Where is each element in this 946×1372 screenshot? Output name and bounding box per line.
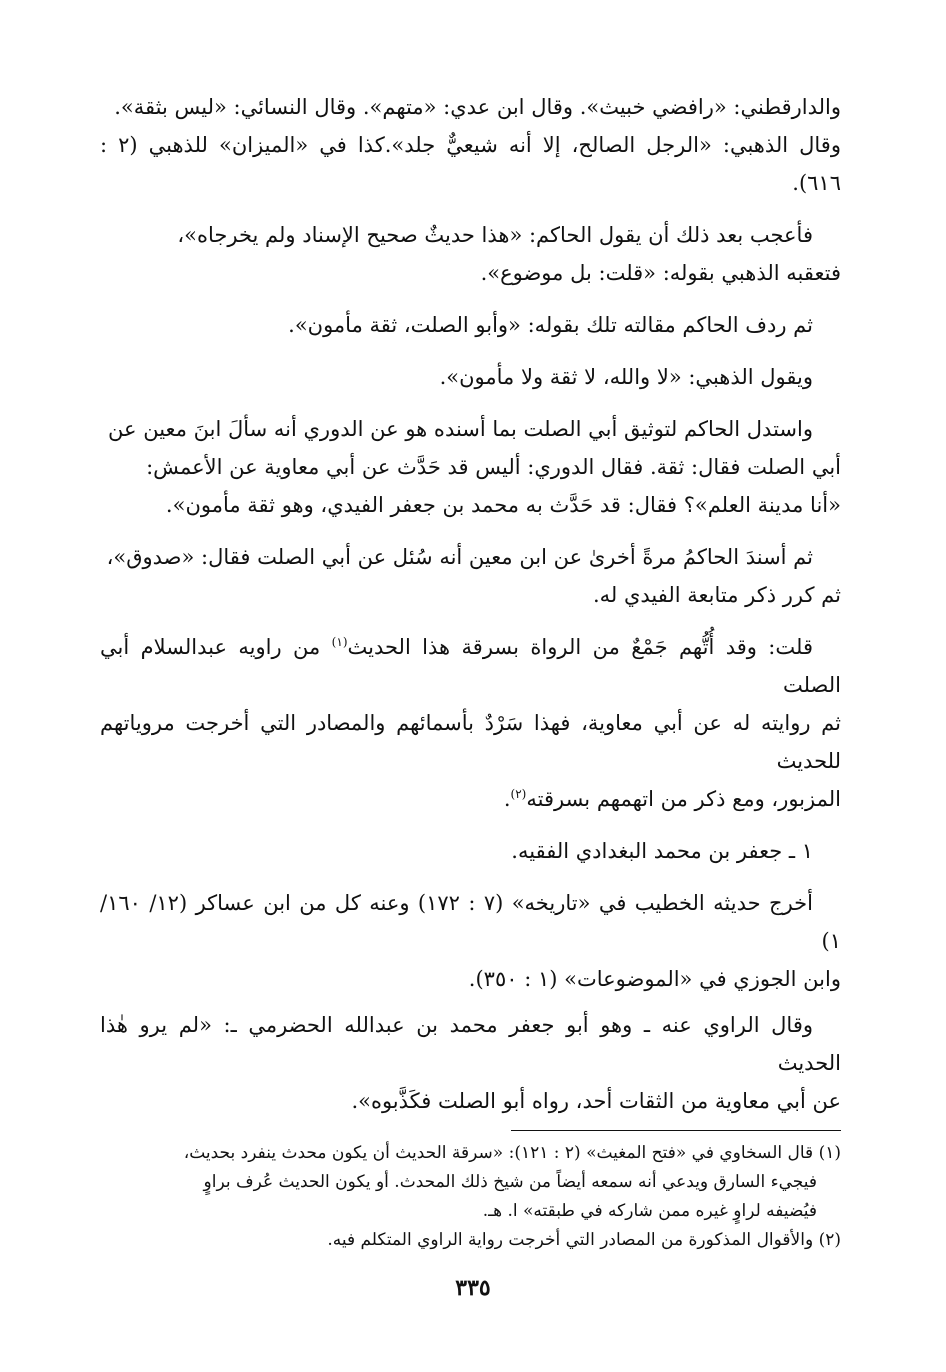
paragraph-dhahabi-response: [100, 358, 841, 396]
footnote-ref-2[interactable]: (٢): [510, 787, 527, 801]
page-number: ٣٣٥: [455, 1275, 491, 1301]
paragraph-khatib-source: [100, 884, 841, 998]
footnote-1: [100, 1139, 841, 1226]
text-line: المزبور، ومع ذكر من اتهمهم بسرقته: [526, 787, 841, 811]
page-body: [100, 88, 841, 1372]
paragraph-hakim-claim: [100, 216, 841, 292]
text-line: ثم كرر ذكر متابعة الفيدي له.: [592, 583, 841, 607]
section-heading-jafar: [100, 832, 841, 870]
text-line: عن أبي معاوية من الثقات أحد، رواه أبو الصلت فكَذَّبوه».: [351, 1089, 841, 1113]
footnote-line: (١) قال السخاوي في «فتح المغيث» (٢ : ١٢١): «سرقة الحديث أن يكون محدث ينفرد بحديث،: [183, 1143, 841, 1163]
footnote-line: (٢) والأقوال المذكورة من المصادر التي أخرجت رواية الراوي المتكلم فيه.: [327, 1230, 841, 1250]
text-line: والدارقطني: «رافضي خبيث». وقال ابن عدي: «متهم». وقال النسائي: «ليس بثقة».: [114, 95, 841, 119]
text-line: وقال الذهبي: «الرجل الصالح، إلا أنه شيعيٌّ جلد».كذا في «الميزان» للذهبي (٢ : ٦١٦).: [100, 133, 841, 195]
paragraph-ibn-main-narration: [100, 538, 841, 614]
text-line: ١ ـ جعفر بن محمد البغدادي الفقيه.: [511, 839, 813, 863]
text-line: فتعقبه الذهبي بقوله: «قلت: بل موضوع».: [480, 261, 841, 285]
paragraph-hadith-theft: [100, 628, 841, 818]
text-line: «أنا مدينة العلم»؟ فقال: قد حَدَّث به محمد بن جعفر الفيدي، وهو ثقة مأمون».: [165, 493, 841, 517]
text-line: أبي الصلت فقال: ثقة. فقال الدوري: أليس قد حَدَّث عن أبي معاوية عن الأعمش:: [146, 455, 841, 479]
text-line: ثم أسندَ الحاكمُ مرةً أخرىٰ عن ابن معين أنه سُئل عن أبي الصلت فقال: «صدوق»،: [106, 545, 813, 569]
text-line: ثم ردف الحاكم مقالته تلك بقوله: «وأبو الصلت، ثقة مأمون».: [288, 313, 813, 337]
footnote-2: [100, 1226, 841, 1255]
text-line: وقال الراوي عنه ـ وهو أبو جعفر محمد بن عبدالله الحضرمي ـ: «لم يرو هٰذا الحديث: [100, 1013, 841, 1075]
text-line: واستدل الحاكم لتوثيق أبي الصلت بما أسنده هو عن الدوري أنه سألَ ابنَ معين عن: [108, 417, 813, 441]
text-line: أخرج حديثه الخطيب في «تاريخه» (٧ : ١٧٢) وعنه كل من ابن عساكر (١٢/ ١٦٠/ ١): [100, 891, 841, 953]
text-line: وابن الجوزي في «الموضوعات» (١ : ٣٥٠).: [468, 967, 841, 991]
text-line: ويقول الذهبي: «لا والله، لا ثقة ولا مأمون».: [439, 365, 813, 389]
footnote-divider: [511, 1130, 841, 1131]
text-line: من راويه عبدالسلام أبي الصلت: [100, 635, 841, 697]
paragraph-hakim-addition: [100, 306, 841, 344]
footnote-ref-1[interactable]: (١): [331, 635, 348, 649]
paragraph-narrators-opinions: [100, 88, 841, 202]
text-line: فأعجب بعد ذلك أن يقول الحاكم: «هذا حديثٌ صحيح الإسناد ولم يخرجاه»،: [177, 223, 813, 247]
paragraph-hadrami-statement: [100, 1006, 841, 1120]
text-line: ثم روايته له عن أبي معاوية، فهذا سَرْدٌ بأسمائهم والمصادر التي أخرجت مروياتهم للحديث: [100, 711, 841, 773]
text-line: قلت: وقد أُتُّهم جَمْعٌ من الرواة بسرقة هذا الحديث: [347, 635, 813, 659]
text-line: .: [503, 787, 511, 811]
footnote-line: فيجيء السارق ويدعي أنه سمعه أيضاً من شيخ ذلك المحدث. أو يكون الحديث عُرف براوٍ: [203, 1172, 817, 1192]
paragraph-hakim-evidence: [100, 410, 841, 524]
footnote-line: فيُضيفه لراوٍ غيره ممن شاركه في طبقته» ا. هـ.: [482, 1201, 817, 1221]
